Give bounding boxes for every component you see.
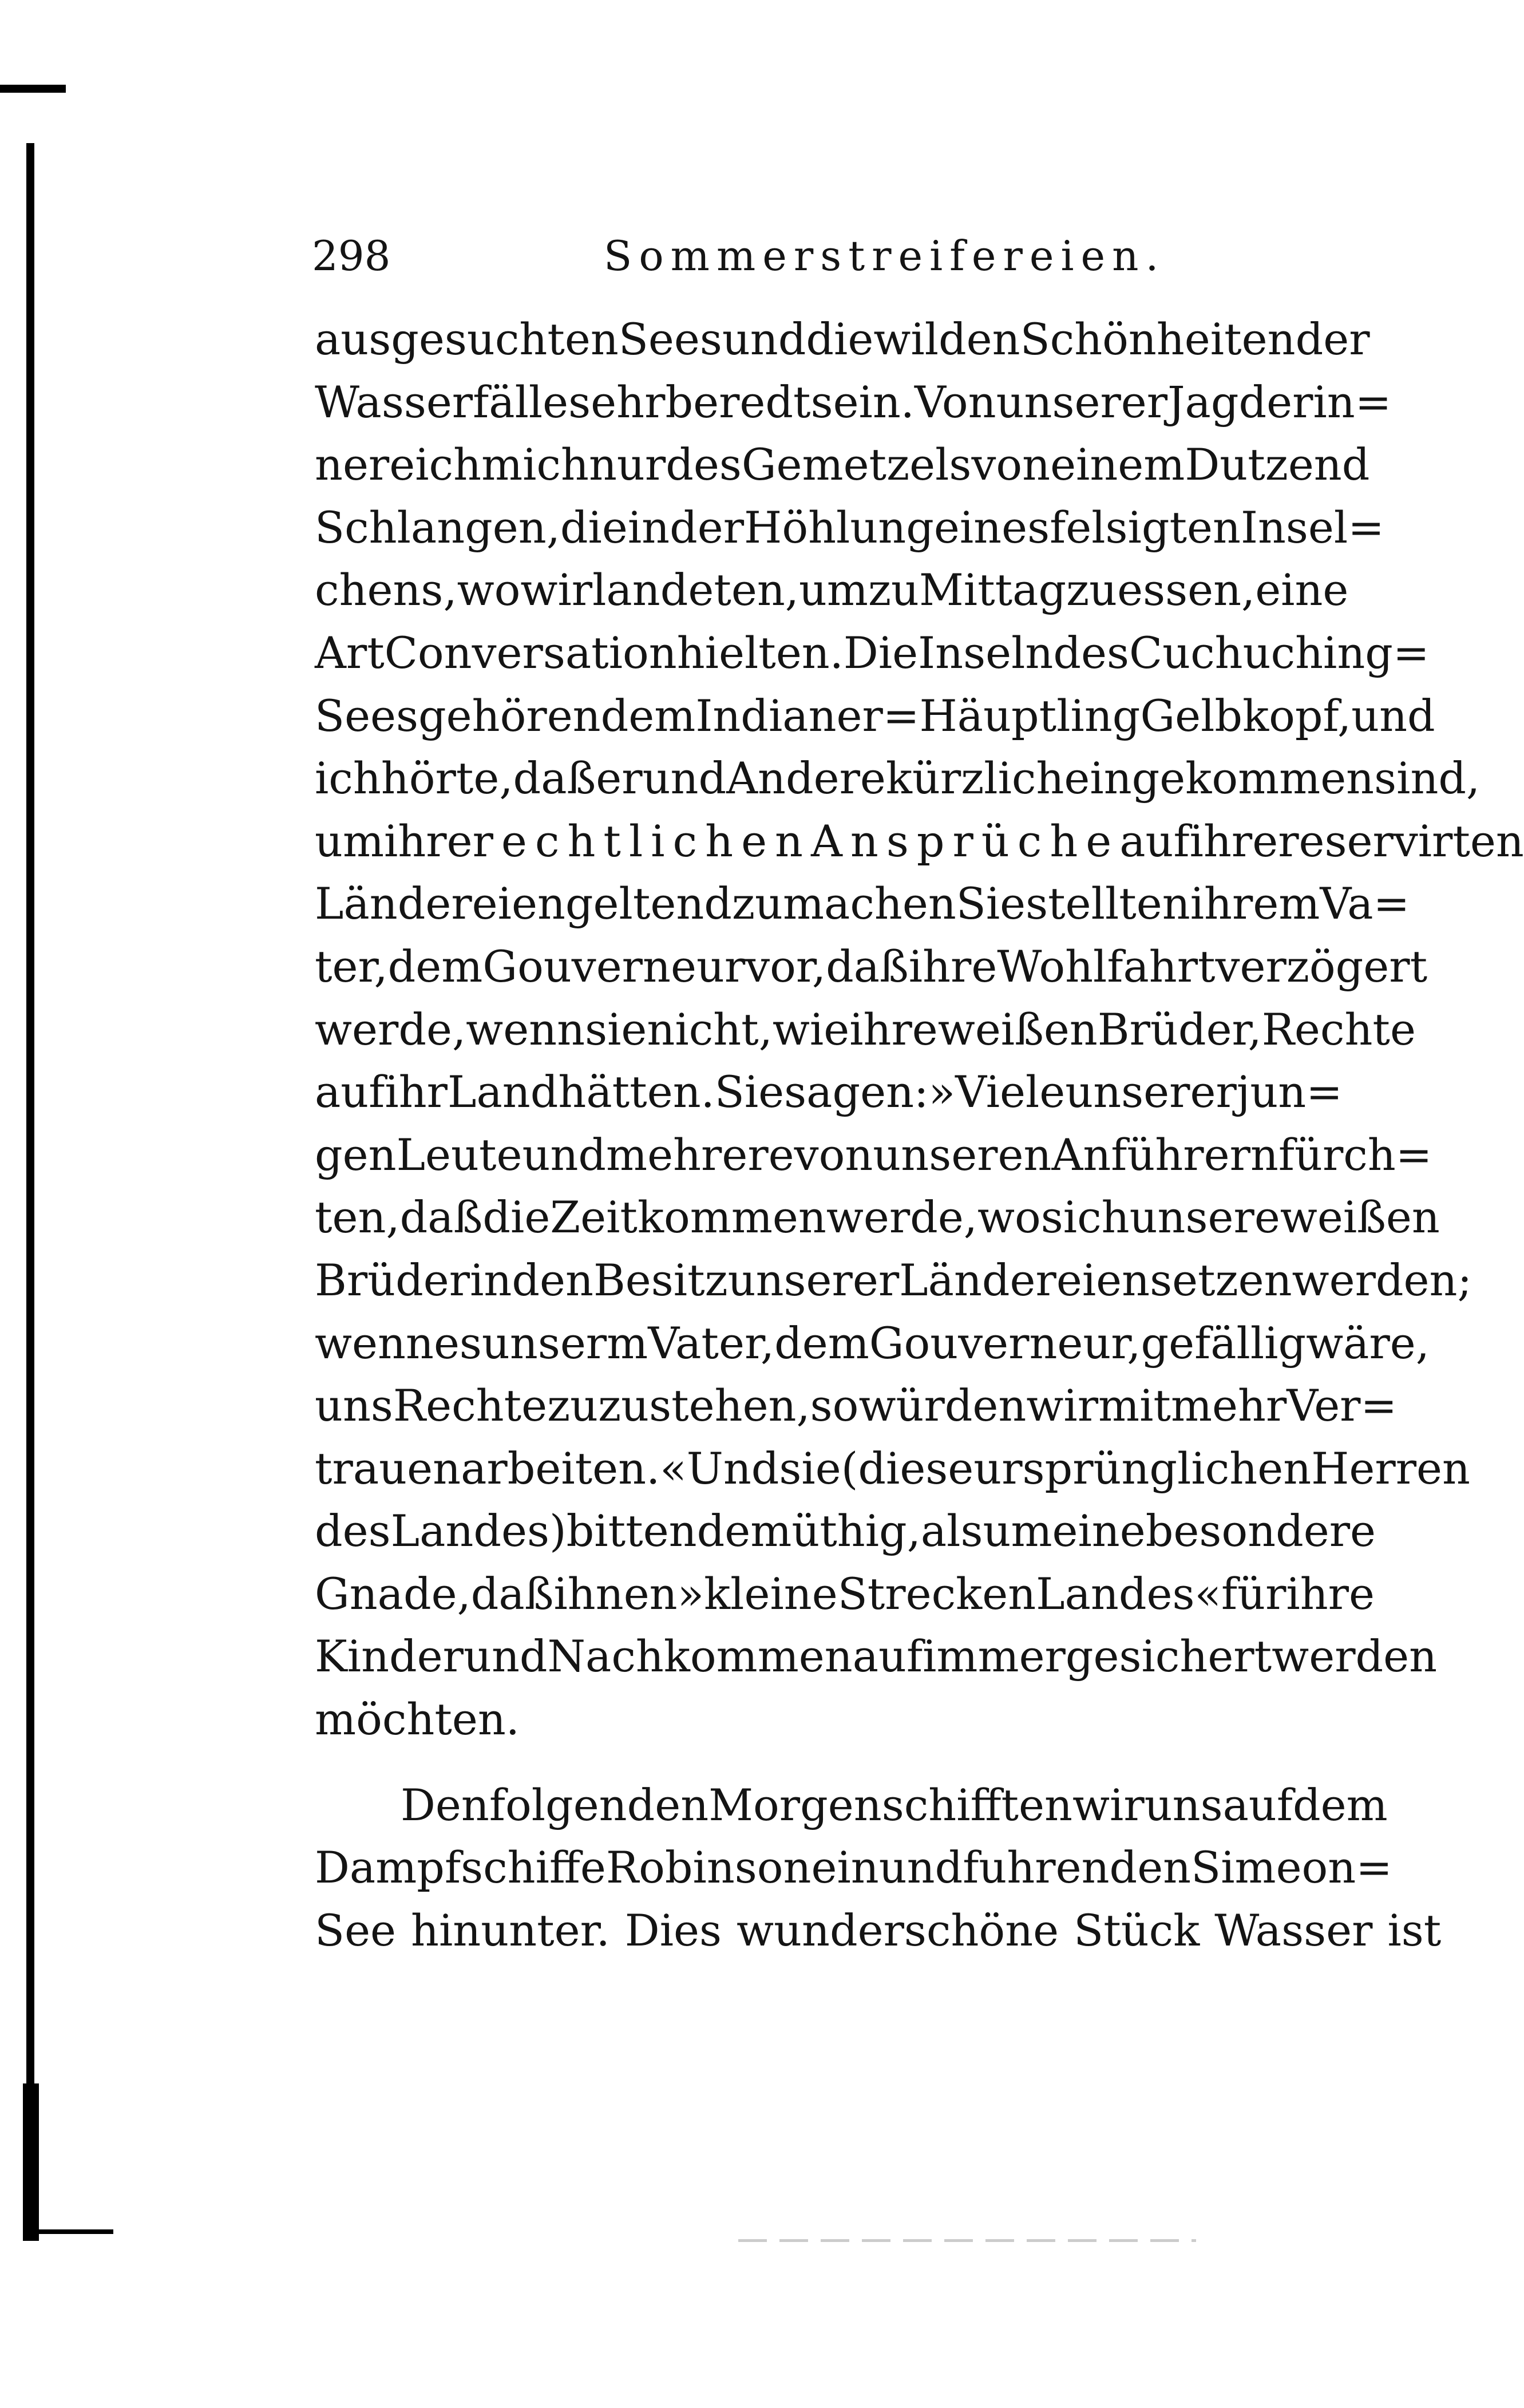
- text-line: wenn es unserm Vater, dem Gouverneur, gefällig wäre,: [315, 1317, 1430, 1369]
- text-line: ich hörte, daß er und Andere kürzlich eingekommen sind,: [315, 753, 1481, 804]
- text-line: Wasserfälle sehr beredt sein. Von unserer Jagd erin=: [315, 376, 1392, 428]
- text-line: Den folgenden Morgen schifften wir uns auf dem: [401, 1779, 1388, 1830]
- text-line: Dampfschiffe Robinson ein und fuhren den Simeon=: [315, 1842, 1392, 1893]
- text-line: werde, wenn sie nicht, wie ihre weißen Brüder, Rechte: [315, 1003, 1416, 1055]
- binding-mark: [0, 85, 66, 93]
- text-line: Gnade, daß ihnen »kleine Strecken Landes« für ihre: [315, 1568, 1375, 1619]
- text-line: Schlangen, die in der Höhlung eines felsigten Insel=: [315, 501, 1384, 553]
- text-line: gen Leute und mehrere von unseren Anführern fürch=: [315, 1129, 1432, 1180]
- text-line: möchten.: [315, 1694, 520, 1745]
- text-line: des Landes) bitten demüthig, als um eine besondere: [315, 1505, 1376, 1557]
- text-line: ausgesuchten Sees und die wilden Schönheiten der: [315, 314, 1370, 365]
- text-line: Sees gehören dem Indianer=Häuptling Gelbkopf, und: [315, 690, 1435, 741]
- text-line: auf ihr Land hätten. Sie sagen: »Viele unserer jun=: [315, 1066, 1343, 1118]
- text-line: ter, dem Gouverneur vor, daß ihre Wohlfahrt verzögert: [315, 940, 1428, 992]
- page-number: 298: [312, 232, 391, 280]
- paragraph: [315, 1774, 1442, 1962]
- running-title: Sommerstreifereien.: [604, 232, 1166, 280]
- binding-foot: [39, 2229, 113, 2234]
- body-text: [315, 308, 1524, 1962]
- text-line: Brüder in den Besitz unserer Ländereien setzen werden;: [315, 1254, 1472, 1306]
- text-line: Kinder und Nachkommen auf immer gesichert werden: [315, 1631, 1438, 1682]
- text-line: nere ich mich nur des Gemetzels von einem Dutzend: [315, 439, 1370, 491]
- text-line: See hinunter. Dies wunderschöne Stück Wasser ist: [315, 1904, 1442, 1956]
- paragraph-gap: [315, 1751, 1322, 1774]
- bottom-smudge: [738, 2239, 1196, 2242]
- binding-edge-lower: [23, 2083, 39, 2241]
- text-line: Ländereien geltend zu machen Sie stellten ihrem Va=: [315, 878, 1410, 930]
- text-line: Art Conversation hielten. Die Inseln des Cuchuching=: [315, 627, 1430, 678]
- text-line: ten, daß die Zeit kommen werde, wo sich unsere weißen: [315, 1192, 1440, 1243]
- text-line: um ihre rechtlichen Ansprüche auf ihre reservirten: [315, 815, 1524, 867]
- paragraph: [315, 308, 1524, 1751]
- text-line: uns Rechte zuzustehen, so würden wir mit mehr Ver=: [315, 1380, 1398, 1432]
- binding-edge: [26, 143, 34, 2235]
- running-head: [312, 224, 1166, 287]
- text-line: chens, wo wir landeten, um zu Mittag zu essen, eine: [315, 564, 1349, 616]
- text-line: trauen arbeiten.« Und sie (diese ursprünglichen Herren: [315, 1442, 1470, 1494]
